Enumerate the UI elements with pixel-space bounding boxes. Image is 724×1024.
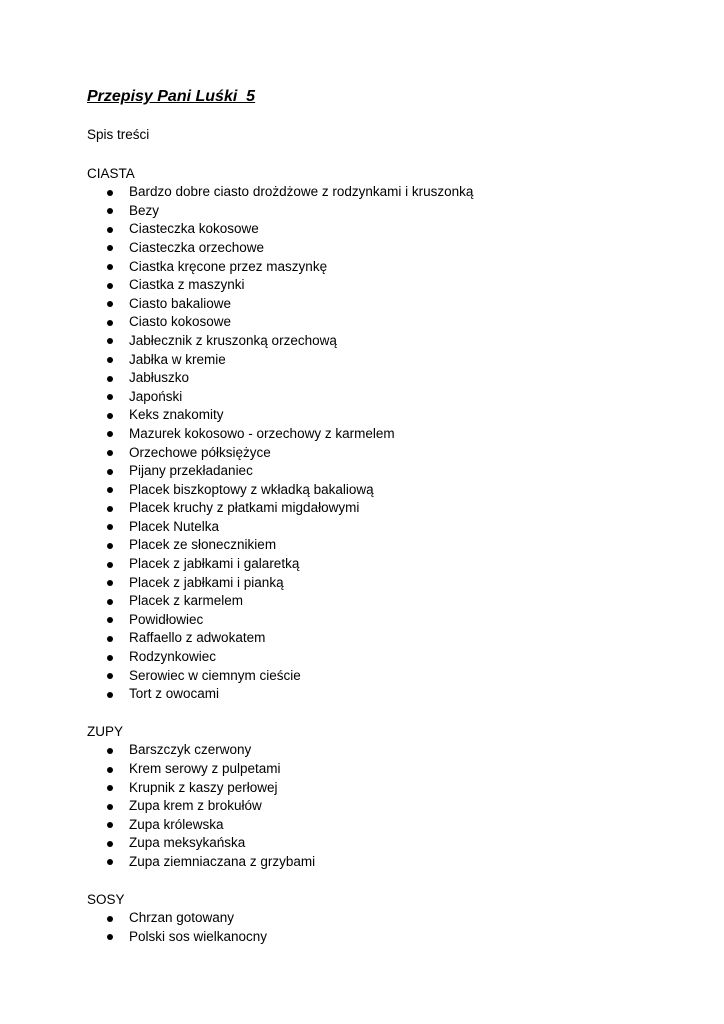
- recipe-title: Barszczyk czerwony: [129, 742, 252, 758]
- toc-section-ciasta: [87, 165, 687, 704]
- recipe-title: Jabłuszko: [129, 370, 190, 386]
- bullet-icon: [107, 264, 113, 270]
- list-item[interactable]: [87, 220, 687, 239]
- bullet-icon: [107, 841, 113, 847]
- list-item[interactable]: [87, 685, 687, 704]
- list-item[interactable]: [87, 928, 687, 947]
- bullet-icon: [107, 785, 113, 791]
- bullet-icon: [107, 748, 113, 754]
- recipe-title: Ciasteczka kokosowe: [129, 221, 259, 237]
- bullet-icon: [107, 580, 113, 586]
- bullet-icon: [107, 767, 113, 773]
- list-item[interactable]: [87, 499, 687, 518]
- list-item[interactable]: [87, 816, 687, 835]
- recipe-title: Japoński: [129, 388, 183, 404]
- list-item[interactable]: [87, 760, 687, 779]
- bullet-icon: [107, 413, 113, 419]
- bullet-icon: [107, 859, 113, 865]
- recipe-title: Placek kruchy z płatkami migdałowymi: [129, 500, 360, 516]
- bullet-icon: [107, 469, 113, 475]
- list-item[interactable]: [87, 462, 687, 481]
- recipe-title: Tort z owocami: [129, 686, 220, 702]
- bullet-icon: [107, 394, 113, 400]
- recipe-title: Jabłka w kremie: [129, 351, 226, 367]
- list-item[interactable]: [87, 313, 687, 332]
- bullet-icon: [107, 283, 113, 289]
- document-title: Przepisy Pani Luśki 5: [87, 88, 256, 105]
- bullet-icon: [107, 617, 113, 623]
- recipe-title: Orzechowe półksiężyce: [129, 444, 271, 460]
- recipe-title: Polski sos wielkanocny: [129, 928, 268, 944]
- recipe-title: Bezy: [129, 202, 160, 218]
- bullet-icon: [107, 227, 113, 233]
- recipe-title: Zupa królewska: [129, 816, 224, 832]
- list-item[interactable]: [87, 425, 687, 444]
- recipe-title: Mazurek kokosowo - orzechowy z karmelem: [129, 425, 395, 441]
- recipe-title: Ciasto kokosowe: [129, 314, 232, 330]
- document-page: [87, 86, 687, 965]
- list-item[interactable]: [87, 239, 687, 258]
- bullet-icon: [107, 245, 113, 251]
- bullet-icon: [107, 450, 113, 456]
- recipe-title: Krupnik z kaszy perłowej: [129, 779, 278, 795]
- list-item[interactable]: [87, 351, 687, 370]
- list-item[interactable]: [87, 369, 687, 388]
- toc-section-zupy: [87, 723, 687, 872]
- list-item[interactable]: [87, 555, 687, 574]
- bullet-icon: [107, 208, 113, 214]
- list-item[interactable]: [87, 295, 687, 314]
- list-item[interactable]: [87, 648, 687, 667]
- list-item[interactable]: [87, 444, 687, 463]
- bullet-icon: [107, 655, 113, 661]
- section-title: CIASTA: [87, 165, 135, 181]
- recipe-title: Placek z jabłkami i galaretką: [129, 556, 300, 572]
- section-title: ZUPY: [87, 723, 124, 739]
- recipe-title: Ciastka kręcone przez maszynkę: [129, 258, 328, 274]
- recipe-title: Placek biszkoptowy z wkładką bakaliową: [129, 481, 374, 497]
- bullet-icon: [107, 320, 113, 326]
- list-item[interactable]: [87, 388, 687, 407]
- bullet-icon: [107, 562, 113, 568]
- list-item[interactable]: [87, 258, 687, 277]
- list-item[interactable]: [87, 518, 687, 537]
- list-item[interactable]: [87, 536, 687, 555]
- recipe-title: Serowiec w ciemnym cieście: [129, 667, 301, 683]
- recipe-title: Powidłowiec: [129, 611, 204, 627]
- list-item[interactable]: [87, 779, 687, 798]
- section-title: SOSY: [87, 891, 125, 907]
- bullet-icon: [107, 804, 113, 810]
- list-item[interactable]: [87, 909, 687, 928]
- list-item[interactable]: [87, 202, 687, 221]
- recipe-list: [87, 741, 687, 871]
- bullet-icon: [107, 673, 113, 679]
- bullet-icon: [107, 934, 113, 940]
- recipe-list: [87, 909, 687, 946]
- bullet-icon: [107, 599, 113, 605]
- bullet-icon: [107, 190, 113, 196]
- recipe-title: Placek ze słonecznikiem: [129, 537, 277, 553]
- bullet-icon: [107, 376, 113, 382]
- bullet-icon: [107, 487, 113, 493]
- bullet-icon: [107, 301, 113, 307]
- toc-sections: [87, 165, 687, 947]
- list-item[interactable]: [87, 667, 687, 686]
- toc-section-sosy: [87, 891, 687, 947]
- list-item[interactable]: [87, 276, 687, 295]
- recipe-title: Zupa ziemniaczana z grzybami: [129, 853, 316, 869]
- recipe-title: Ciasto bakaliowe: [129, 295, 232, 311]
- recipe-title: Placek Nutelka: [129, 518, 220, 534]
- recipe-title: Rodzynkowiec: [129, 649, 217, 665]
- bullet-icon: [107, 431, 113, 437]
- list-item[interactable]: [87, 592, 687, 611]
- bullet-icon: [107, 543, 113, 549]
- list-item[interactable]: [87, 183, 687, 202]
- recipe-title: Ciastka z maszynki: [129, 277, 245, 293]
- list-item[interactable]: [87, 406, 687, 425]
- recipe-title: Bardzo dobre ciasto drożdżowe z rodzynkami i kruszonką: [129, 184, 474, 200]
- recipe-list: [87, 183, 687, 704]
- list-item[interactable]: [87, 834, 687, 853]
- list-item[interactable]: [87, 611, 687, 630]
- bullet-icon: [107, 822, 113, 828]
- recipe-title: Placek z jabłkami i pianką: [129, 574, 284, 590]
- recipe-title: Jabłecznik z kruszonką orzechową: [129, 332, 337, 348]
- recipe-title: Chrzan gotowany: [129, 910, 235, 926]
- list-item[interactable]: [87, 574, 687, 593]
- list-item[interactable]: [87, 629, 687, 648]
- list-item[interactable]: [87, 481, 687, 500]
- recipe-title: Zupa krem z brokułów: [129, 798, 262, 814]
- list-item[interactable]: [87, 741, 687, 760]
- bullet-icon: [107, 692, 113, 698]
- recipe-title: Krem serowy z pulpetami: [129, 761, 281, 776]
- list-item[interactable]: [87, 332, 687, 351]
- bullet-icon: [107, 506, 113, 512]
- recipe-title: Keks znakomity: [129, 407, 224, 423]
- recipe-title: Zupa meksykańska: [129, 835, 246, 851]
- bullet-icon: [107, 916, 113, 922]
- bullet-icon: [107, 338, 113, 344]
- recipe-title: Ciasteczka orzechowe: [129, 239, 265, 255]
- bullet-icon: [107, 636, 113, 642]
- bullet-icon: [107, 357, 113, 363]
- recipe-title: Placek z karmelem: [129, 593, 244, 609]
- toc-heading: Spis treści: [87, 127, 150, 142]
- list-item[interactable]: [87, 853, 687, 872]
- recipe-title: Pijany przekładaniec: [129, 463, 253, 479]
- bullet-icon: [107, 524, 113, 530]
- list-item[interactable]: [87, 797, 687, 816]
- recipe-title: Raffaello z adwokatem: [129, 630, 266, 646]
